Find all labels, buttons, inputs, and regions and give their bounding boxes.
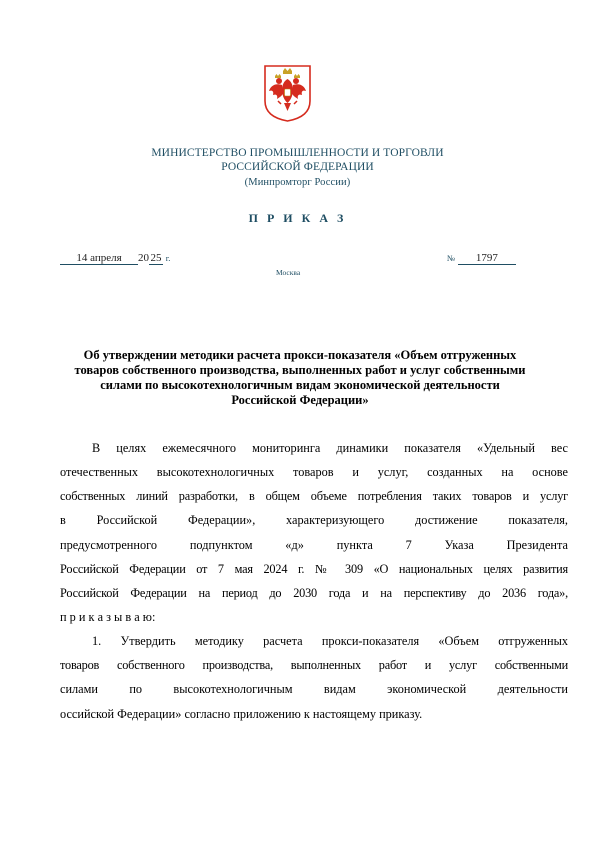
body-line: предусмотренного подпунктом «д» пункта 7 Указа Президента: [60, 538, 568, 552]
body-line: В целях ежемесячного мониторинга динамики показателя «Удельный вес: [92, 441, 568, 455]
body-line: силами по высокотехнологичным видам экономической деятельности: [60, 682, 568, 696]
order-date-day-month: 14 апреля: [60, 252, 138, 265]
coat-of-arms-icon: [262, 63, 313, 123]
body-line: п р и к а з ы в а ю:: [60, 610, 156, 624]
ministry-name-line1: МИНИСТЕРСТВО ПРОМЫШЛЕННОСТИ И ТОРГОВЛИ: [151, 147, 444, 159]
order-city: Москва: [276, 268, 301, 277]
order-date: [60, 252, 170, 265]
body-line: 1. Утвердить методику расчета прокси-показателя «Объем отгруженных: [92, 634, 568, 648]
ministry-short-name: (Минпромторг России): [244, 177, 351, 188]
order-heading: [60, 348, 540, 408]
order-date-year-suffix: 25: [150, 252, 162, 264]
ministry-name-line2: РОССИЙСКОЙ ФЕДЕРАЦИИ: [221, 161, 374, 173]
body-line: товаров собственного производства, выполненных работ и услуг собственными: [60, 658, 568, 672]
body-line: отечественных высокотехнологичных товаров и услуг, созданных на основе: [60, 465, 568, 479]
body-line: Российской Федерации на период до 2030 года и на перспективу до 2036 года»,: [60, 586, 568, 600]
order-date-year-prefix: 20: [138, 252, 149, 264]
body-line: Российской Федерации от 7 мая 2024 г. № 309 «О национальных целях развития: [60, 562, 568, 576]
heading-line: Российской Федерации»: [231, 393, 369, 407]
order-number-sign: №: [447, 253, 456, 263]
heading-line: товаров собственного производства, выполненных работ и услуг собственными: [74, 363, 526, 377]
order-number: [447, 252, 516, 265]
order-title: П Р И К А З: [248, 211, 347, 225]
heading-line: Об утверждении методики расчета прокси-показателя «Объем отгруженных: [83, 348, 517, 362]
order-number-value: 1797: [458, 252, 516, 265]
body-line: собственных линий разработки, в общем объеме потребления таких товаров и услуг: [60, 489, 568, 503]
body-line: в Российской Федерации», характеризующего достижение показателя,: [60, 513, 568, 527]
order-date-suffix: г.: [165, 253, 171, 263]
body-line: оссийской Федерации» согласно приложению к настоящему приказу.: [60, 707, 423, 721]
heading-line: силами по высокотехнологичным видам экономической деятельности: [100, 378, 500, 392]
